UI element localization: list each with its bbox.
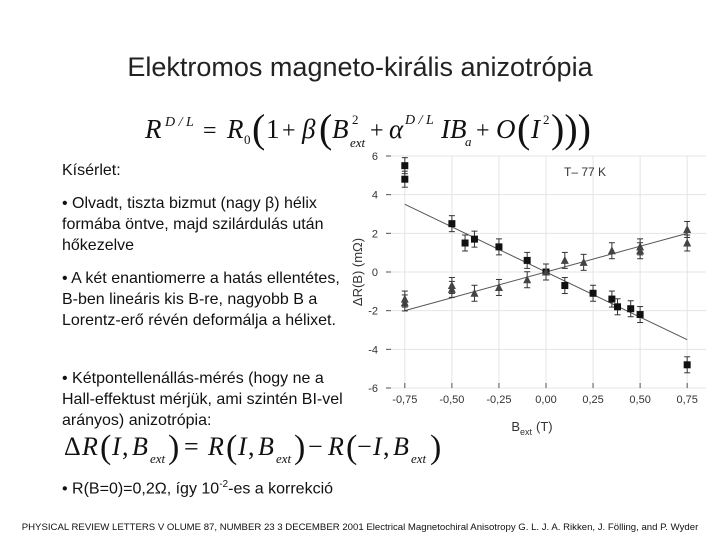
square-marker bbox=[684, 361, 691, 368]
svg-text:=: = bbox=[203, 118, 217, 144]
svg-text:(: ( bbox=[319, 106, 333, 151]
resistance-exponent: -2 bbox=[219, 479, 229, 490]
x-axis-label-sub: ext bbox=[520, 427, 533, 437]
x-axis-label-main: B bbox=[511, 419, 521, 434]
y-tick-label: -2 bbox=[368, 305, 378, 318]
svg-text:D / L: D / L bbox=[405, 113, 434, 128]
svg-text:))): ))) bbox=[551, 106, 591, 151]
svg-text:+: + bbox=[476, 118, 490, 144]
svg-text:,: , bbox=[383, 432, 390, 461]
square-marker bbox=[401, 176, 408, 183]
y-tick-label: 0 bbox=[371, 267, 378, 279]
svg-text:): ) bbox=[294, 429, 306, 466]
resistance-text-suffix: -es a korrekció bbox=[228, 480, 334, 498]
x-tick-label: 0,25 bbox=[582, 394, 604, 406]
square-marker bbox=[608, 296, 615, 303]
svg-text:Δ: Δ bbox=[64, 432, 81, 461]
svg-text:O: O bbox=[496, 114, 516, 144]
bullet-resistance bbox=[62, 474, 352, 499]
svg-text:): ) bbox=[430, 429, 442, 466]
svg-text:−: − bbox=[357, 432, 372, 461]
svg-text:α: α bbox=[389, 114, 404, 144]
svg-text:(: ( bbox=[517, 106, 531, 151]
svg-text:ext: ext bbox=[150, 451, 166, 466]
svg-text:B: B bbox=[332, 114, 349, 144]
square-marker bbox=[401, 162, 408, 169]
square-marker bbox=[627, 305, 634, 312]
bullet-two-point: • Kétpontellenállás-mérés (hogy ne a Hall-effektust mérjük, ami szintén BI-vel arányos) anizotrópia: bbox=[62, 370, 343, 429]
svg-text:I: I bbox=[112, 432, 121, 461]
square-marker bbox=[561, 282, 568, 289]
square-marker bbox=[637, 311, 644, 318]
y-tick-label: 6 bbox=[371, 151, 378, 163]
square-marker bbox=[462, 240, 469, 247]
svg-text:D / L: D / L bbox=[165, 115, 194, 130]
triangle-marker bbox=[580, 258, 588, 266]
triangle-marker bbox=[683, 225, 691, 233]
y-ticks bbox=[368, 151, 391, 395]
temperature-annotation: T– 77 K bbox=[564, 165, 607, 179]
svg-text:+: + bbox=[370, 118, 384, 144]
svg-text:1: 1 bbox=[266, 114, 280, 144]
triangle-marker bbox=[561, 256, 569, 264]
svg-text:ext: ext bbox=[276, 451, 292, 466]
y-tick-label: -4 bbox=[368, 344, 378, 357]
svg-text:R: R bbox=[227, 114, 244, 144]
main-formula bbox=[145, 102, 591, 154]
x-ticks bbox=[392, 383, 698, 406]
svg-text:R: R bbox=[82, 432, 98, 461]
svg-text:,: , bbox=[248, 432, 255, 461]
experiment-heading: Kísérlet: bbox=[62, 162, 121, 179]
x-axis-label-unit: (T) bbox=[536, 419, 553, 434]
svg-text:,: , bbox=[122, 432, 129, 461]
svg-text:β: β bbox=[302, 114, 316, 144]
svg-text:B: B bbox=[132, 432, 148, 461]
slide-title: Elektromos magneto-királis anizotrópia bbox=[127, 52, 593, 82]
x-tick-label: -0,75 bbox=[392, 394, 418, 406]
svg-text:=: = bbox=[184, 432, 199, 461]
svg-text:I: I bbox=[531, 114, 540, 144]
square-marker bbox=[590, 290, 597, 297]
y-tick-label: -6 bbox=[368, 383, 378, 395]
y-tick-label: 2 bbox=[371, 228, 378, 241]
svg-text:2: 2 bbox=[352, 112, 359, 127]
svg-text:R: R bbox=[208, 432, 224, 461]
svg-text:(: ( bbox=[100, 429, 112, 466]
svg-text:(: ( bbox=[252, 106, 266, 151]
svg-text:(: ( bbox=[346, 429, 358, 466]
square-marker bbox=[614, 303, 621, 310]
citation-footer: PHYSICAL REVIEW LETTERS V OLUME 87, NUMBER 23 3 DECEMBER 2001 Electrical Magnetochiral Anisotropy G. L. J. A. Rikken, J. Fölling, and P. Wyder bbox=[21, 522, 699, 533]
svg-text:a: a bbox=[465, 134, 472, 149]
triangle-marker bbox=[401, 295, 409, 303]
svg-text:IB: IB bbox=[441, 114, 467, 144]
magnetoresistance-chart bbox=[338, 150, 710, 440]
x-tick-label: -0,50 bbox=[439, 394, 465, 406]
svg-text:2: 2 bbox=[543, 112, 550, 127]
svg-text:0: 0 bbox=[244, 132, 251, 147]
svg-text:ext: ext bbox=[411, 451, 427, 466]
square-marker bbox=[471, 236, 478, 243]
svg-text:R: R bbox=[145, 114, 162, 144]
svg-text:R: R bbox=[328, 432, 344, 461]
bullet-enantiomers: • A két enantiomerre a hatás ellentétes, B-ben lineáris kis B-re, nagyobb B a Lorentz-erő révén deformálja a hélixet. bbox=[62, 270, 340, 329]
svg-text:): ) bbox=[168, 429, 180, 466]
y-axis-label: ΔR(B) (mΩ) bbox=[350, 237, 365, 307]
triangle-marker bbox=[683, 239, 691, 247]
svg-text:ext: ext bbox=[350, 135, 366, 150]
svg-text:B: B bbox=[258, 432, 274, 461]
square-marker bbox=[524, 257, 531, 264]
bullet-bismuth: • Olvadt, tiszta bizmut (nagy β) hélix formába öntve, majd szilárdulás után hőkezelve bbox=[62, 195, 324, 254]
square-marker bbox=[495, 243, 502, 250]
svg-text:−: − bbox=[308, 432, 323, 461]
triangle-marker bbox=[608, 246, 616, 254]
svg-text:+: + bbox=[282, 118, 296, 144]
x-tick-label: 0,00 bbox=[535, 394, 557, 406]
svg-text:I: I bbox=[238, 432, 247, 461]
x-tick-label: 0,50 bbox=[629, 394, 651, 406]
square-marker bbox=[448, 220, 455, 227]
x-tick-label: -0,25 bbox=[486, 394, 512, 406]
resistance-text-prefix: • R(B=0)=0,2Ω, így 10 bbox=[62, 480, 220, 498]
y-tick-label: 4 bbox=[371, 189, 378, 202]
svg-text:B: B bbox=[393, 432, 409, 461]
x-tick-label: 0,75 bbox=[676, 394, 698, 406]
triangle-marker bbox=[448, 281, 456, 289]
svg-text:I: I bbox=[373, 432, 382, 461]
x-axis-label bbox=[511, 419, 552, 437]
svg-text:(: ( bbox=[226, 429, 238, 466]
